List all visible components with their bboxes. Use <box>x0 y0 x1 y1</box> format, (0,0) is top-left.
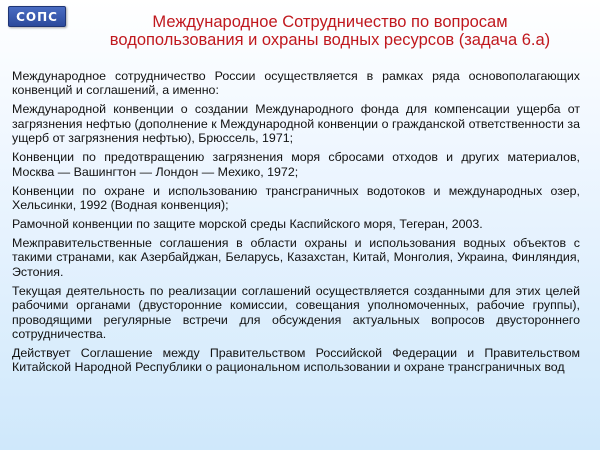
paragraph-intergovernmental-agreements: Межправительственные соглашения в области охраны и использования водных объектов с такими странами, как Азербайджан, Беларусь, Казахстан, Китай, Монголия, Украина, Финляндия, Эстония. <box>12 236 580 279</box>
slide-title-line-2: водопользования и охраны водных ресурсов (задача 6.а) <box>109 31 551 49</box>
slide-body <box>12 69 580 379</box>
paragraph-current-activity: Текущая деятельность по реализации соглашений осуществляется созданными для этих целей рабочими органами (двусторонние комиссии, совещания уполномоченных, рабочие группы), проводящими регулярные встречи для обсуждения актуальных вопросов двустороннего сотрудничества. <box>12 283 580 342</box>
logo-text: СОПС <box>16 9 58 24</box>
paragraph-caspian-convention: Рамочной конвенции по защите морской среды Каспийского моря, Тегеран, 2003. <box>12 217 483 232</box>
paragraph-intro: Международное сотрудничество России осуществляется в рамках ряда основополагающих конвенций и соглашений, а именно: <box>12 69 580 98</box>
slide-title <box>70 13 590 49</box>
slide-title-line-1: Международное Сотрудничество по вопросам <box>152 13 508 31</box>
paragraph-brussels-convention: Международной конвенции о создании Международного фонда для компенсации ущерба от загрязнения нефтью (дополнение к Международной конвенции о гражданской ответственности за ущерб от загрязнения нефтью), Брюссель, 1971; <box>12 102 580 146</box>
paragraph-dumping-convention: Конвенции по предотвращению загрязнения моря сбросами отходов и других материалов, Москва — Вашингтон — Лондон — Мехико, 1972; <box>12 150 580 179</box>
paragraph-helsinki-convention: Конвенции по охране и использованию трансграничных водотоков и международных озер, Хельсинки, 1992 (Водная конвенция); <box>12 183 580 213</box>
paragraph-russia-china-agreement: Действует Соглашение между Правительством Российской Федерации и Правительством Китайской Народной Республики о рациональном использовании и охране трансграничных вод <box>12 346 580 375</box>
sops-logo <box>8 6 66 27</box>
